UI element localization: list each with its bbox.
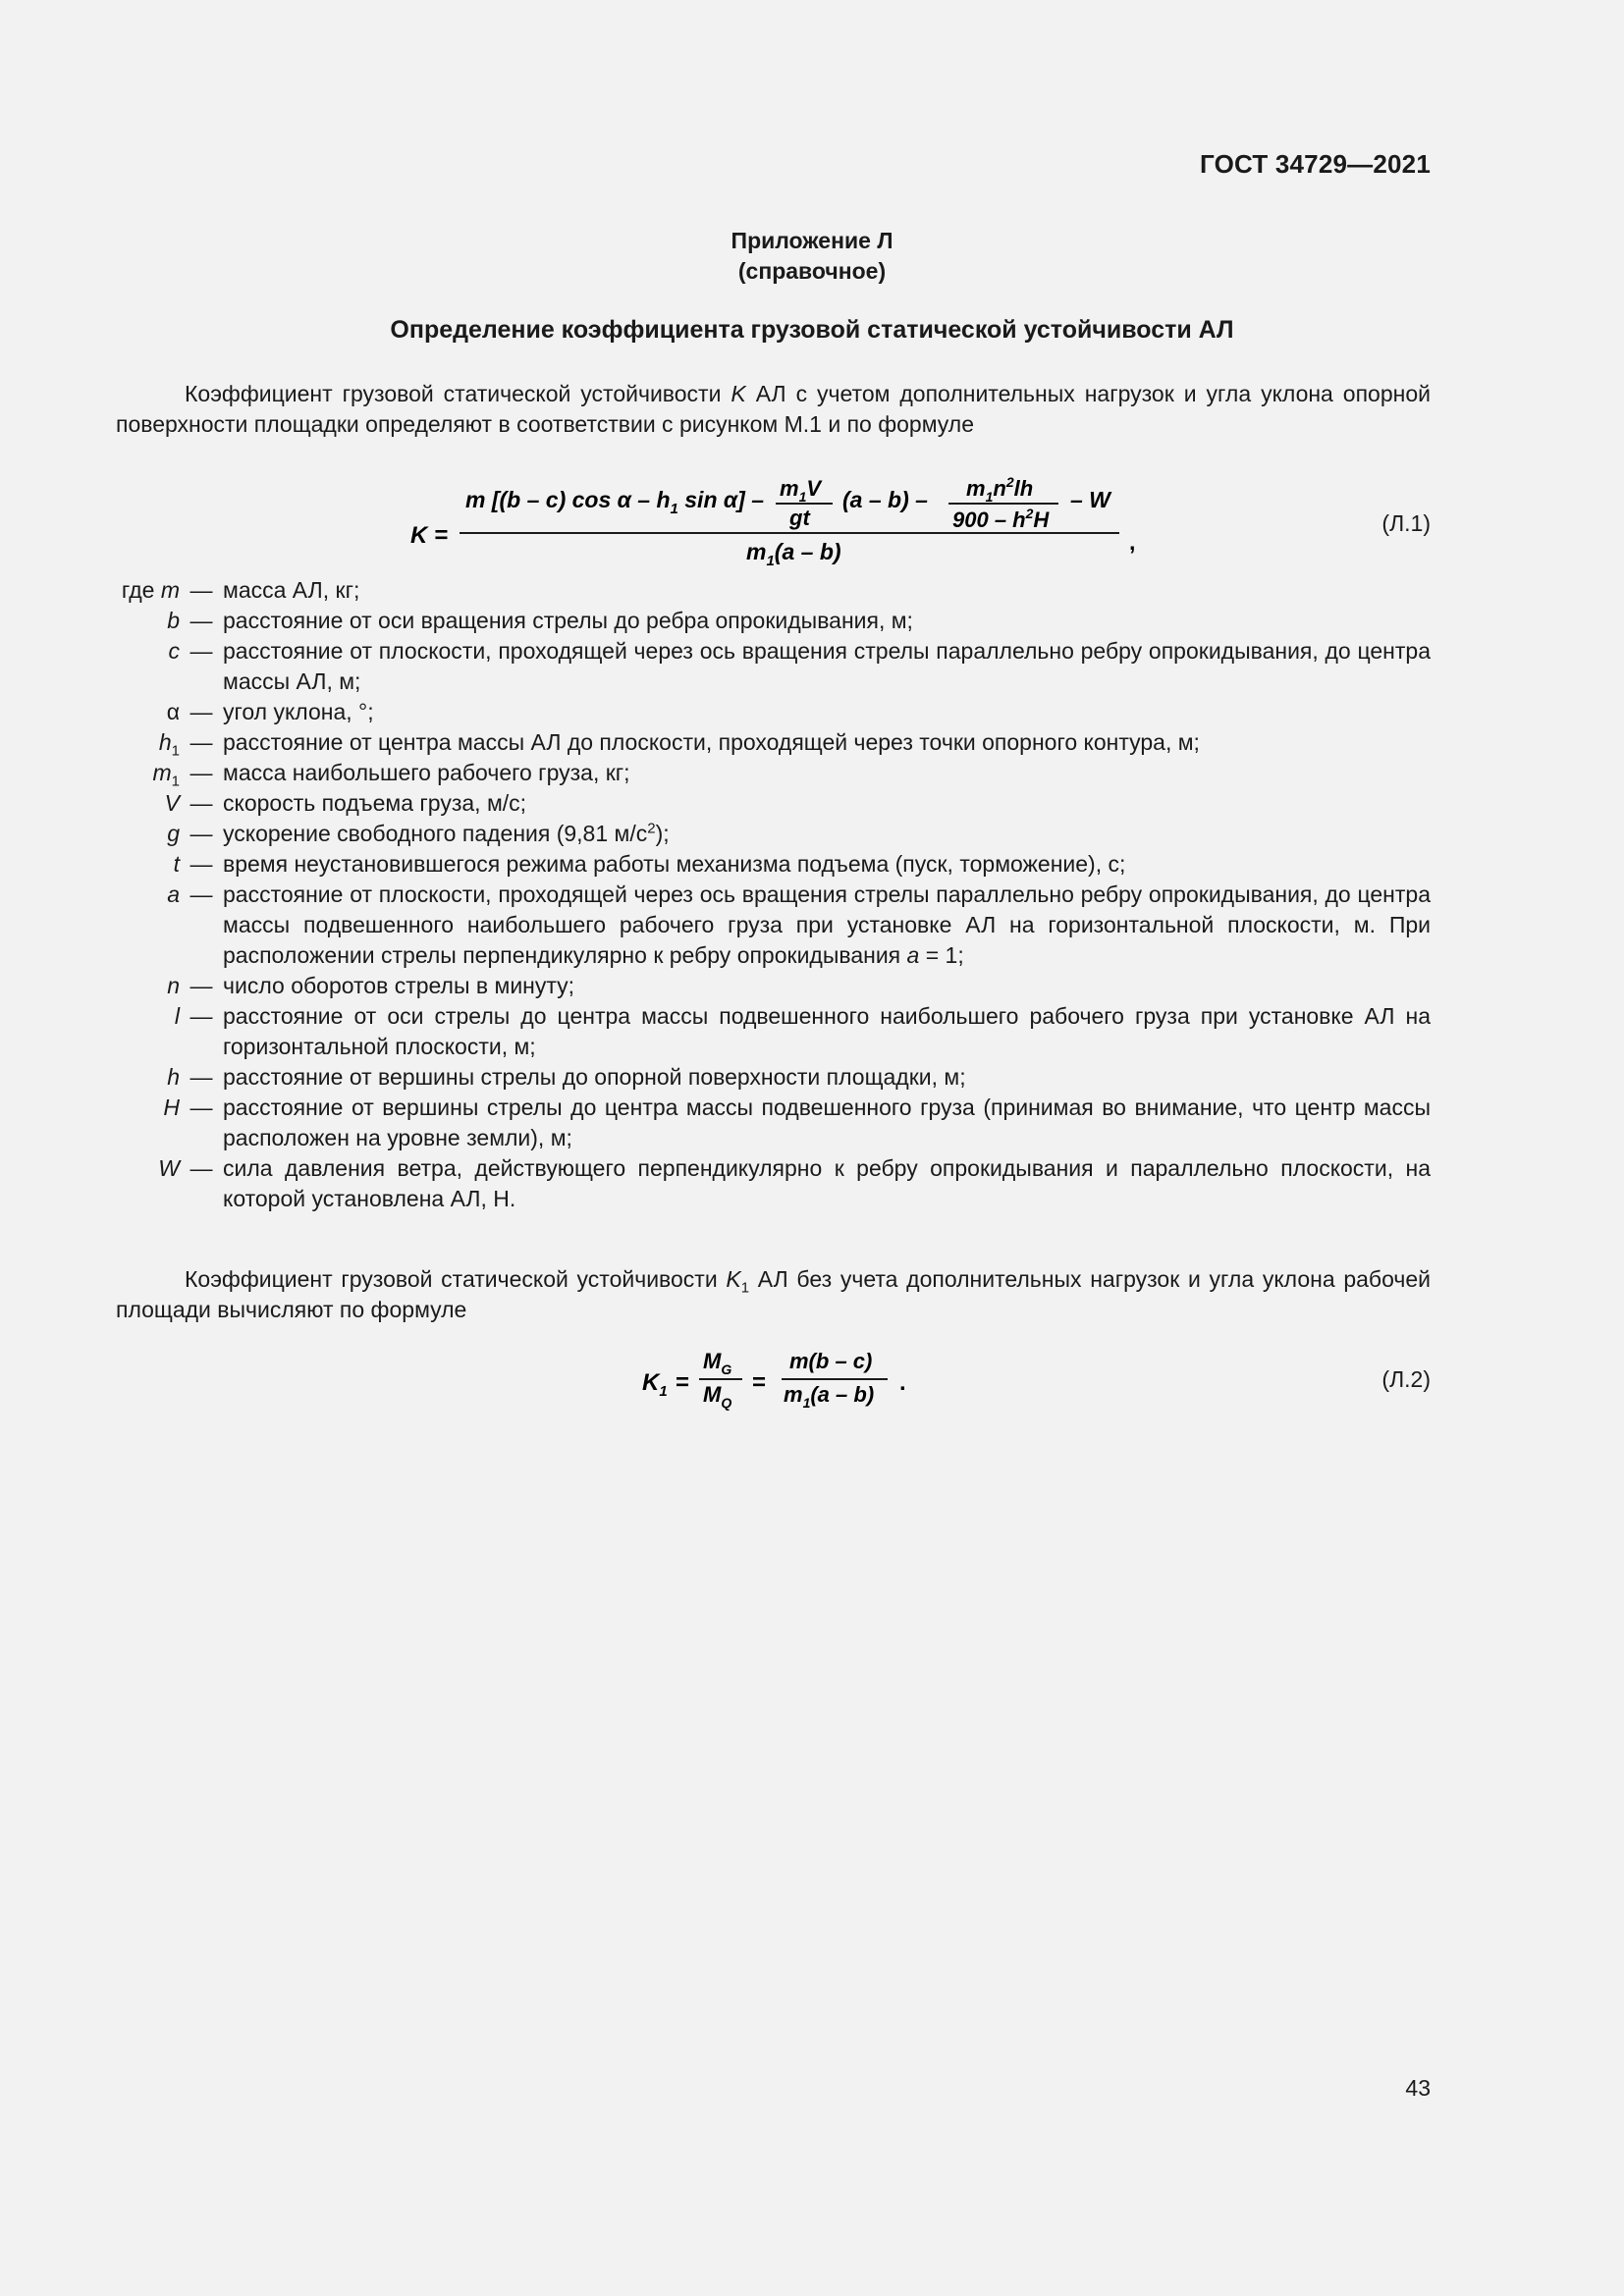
definition-dash: —: [189, 699, 213, 724]
f1-frac2-num: $m_1n^2lh$: [966, 474, 1034, 505]
definition-text: скорость подъема груза, м/с;: [223, 790, 527, 816]
definition-symbol: n: [167, 973, 180, 998]
definition-dash: —: [189, 608, 213, 633]
section-title: Определение коэффициента грузовой статической устойчивости АЛ: [390, 316, 1234, 344]
paragraph-2: [116, 1264, 1431, 1325]
definition-symbol: t: [173, 851, 180, 877]
equation-number-l1: (Л.1): [1381, 510, 1431, 536]
f1-frac1-num: $m_1V$: [780, 476, 822, 505]
definition-dash: —: [189, 790, 213, 816]
paragraph-2-pre: Коэффициент грузовой статической устойчивости: [185, 1266, 727, 1292]
definition-symbol: c: [168, 638, 180, 664]
definition-text: расстояние от плоскости, проходящей через ось вращения стрелы параллельно ребру опрокидывания, до центра массы подвешенного наибольшего рабочего груза при установке АЛ на горизонтальной плоскости, м. При расположении стрелы перпендикулярно к ребру опрокидывания a = 1;: [223, 881, 1431, 968]
definition-symbol: $h_1$: [158, 729, 180, 760]
definitions-list: [116, 575, 1431, 1214]
definition-item: [116, 971, 1431, 1001]
definition-dash: —: [189, 729, 213, 755]
definition-item: [116, 606, 1431, 636]
definition-text: расстояние от оси вращения стрелы до ребра опрокидывания, м;: [223, 608, 913, 633]
definition-text: ускорение свободного падения (9,81 $м/с^2$);: [223, 820, 670, 846]
annex-type: (справочное): [737, 258, 887, 284]
annex-title: Приложение Л: [731, 228, 893, 253]
definition-dash: —: [189, 1003, 213, 1029]
definition-text: масса АЛ, кг;: [223, 577, 360, 603]
f1-comma: ,: [1129, 529, 1136, 555]
definition-dash: —: [189, 973, 213, 998]
definition-dash: —: [189, 1095, 213, 1120]
formula-l2: [640, 1347, 935, 1415]
definition-dash: —: [189, 638, 213, 664]
definition-symbol: α: [166, 699, 180, 724]
definition-symbol: W: [158, 1155, 180, 1181]
definition-item: [116, 880, 1431, 971]
f2-dot: .: [899, 1369, 906, 1396]
paragraph-1-pre: Коэффициент грузовой статической устойчивости: [185, 381, 731, 406]
definition-text: расстояние от оси стрелы до центра массы подвешенного наибольшего рабочего груза при установке АЛ на горизонтальной плоскости, м;: [223, 1003, 1431, 1059]
definition-dash: —: [189, 821, 213, 846]
f2-frac1-num: $M_G$: [703, 1349, 732, 1377]
page-number: 43: [1405, 2075, 1431, 2101]
definition-text: число оборотов стрелы в минуту;: [223, 973, 575, 998]
definition-item: [116, 1153, 1431, 1214]
definition-text: сила давления ветра, действующего перпендикулярно к ребру опрокидывания и параллельно плоскости, на которой установлена АЛ, Н.: [223, 1155, 1431, 1211]
f1-mid: (a – b) –: [842, 487, 928, 512]
definition-dash: —: [189, 1064, 213, 1090]
definition-symbol: $m_1$: [152, 760, 180, 790]
f1-tail: – W: [1070, 487, 1110, 512]
definition-symbol: где m: [121, 577, 180, 603]
document-code: ГОСТ 34729—2021: [1200, 149, 1431, 179]
definition-symbol: H: [163, 1095, 180, 1120]
definition-text: расстояние от плоскости, проходящей через ось вращения стрелы параллельно ребру опрокидывания, до центра массы АЛ, м;: [223, 638, 1431, 694]
equation-number-l2: (Л.2): [1381, 1366, 1431, 1392]
definition-symbol: V: [164, 790, 180, 816]
paragraph-1-post: АЛ с учетом дополнительных нагрузок и угла уклона опорной поверхности площадки определяют в соответствии с рисунком М.1 и по формуле: [116, 381, 1431, 437]
paragraph-2-post: АЛ без учета дополнительных нагрузок и угла уклона рабочей площади вычисляют по формуле: [116, 1266, 1431, 1322]
definition-text: время неустановившегося режима работы механизма подъема (пуск, торможение), с;: [223, 851, 1126, 877]
f2-eq2: =: [752, 1369, 767, 1396]
definition-item: [116, 849, 1431, 880]
definition-dash: —: [189, 577, 213, 603]
definition-symbol: g: [167, 821, 180, 846]
definition-text: расстояние от вершины стрелы до центра массы подвешенного груза (принимая во внимание, что центр массы расположен на уровне земли), м;: [223, 1095, 1431, 1150]
definition-symbol: l: [174, 1003, 180, 1029]
definition-item: [116, 819, 1431, 849]
definition-item: [116, 1001, 1431, 1062]
definition-dash: —: [189, 1155, 213, 1181]
definition-item: [116, 575, 1431, 606]
f2-lhs: $K_1$: [642, 1369, 668, 1400]
paragraph-1-symbol: K: [731, 381, 746, 406]
f2-eq1: =: [676, 1369, 690, 1396]
definition-symbol: b: [167, 608, 180, 633]
definition-text: угол уклона, °;: [223, 699, 374, 724]
f1-num-part1: m [(b – c) cos α – $h_1$ sin α] –: [465, 487, 764, 517]
definition-dash: —: [189, 760, 213, 785]
definition-symbol: a: [167, 881, 180, 907]
definition-item: [116, 788, 1431, 819]
annex-heading: [0, 226, 1624, 287]
definition-text: масса наибольшего рабочего груза, кг;: [223, 760, 630, 785]
definition-item: [116, 727, 1431, 758]
definition-item: [116, 1062, 1431, 1093]
paragraph-2-symbol: K: [726, 1266, 741, 1292]
definition-item: [116, 758, 1431, 788]
definition-text: расстояние от центра массы АЛ до плоскости, проходящей через точки опорного контура, м;: [223, 729, 1200, 755]
definition-dash: —: [189, 881, 213, 907]
definition-symbol: h: [167, 1064, 180, 1090]
f1-frac1-den: gt: [789, 506, 810, 530]
f1-den: $m_1(a - b)$: [746, 539, 841, 569]
f1-frac2-den: $900 - h^2H$: [952, 506, 1050, 532]
definition-item: [116, 1093, 1431, 1153]
f2-frac2-den: $m_1(a - b)$: [784, 1382, 875, 1411]
formula-l1: [410, 466, 1157, 574]
definition-dash: —: [189, 851, 213, 877]
f2-frac1-den: $M_Q$: [703, 1382, 732, 1411]
f2-frac2-num: m(b – c): [789, 1349, 873, 1373]
definition-item: [116, 697, 1431, 727]
definition-item: [116, 636, 1431, 697]
paragraph-2-symbol-sub: 1: [740, 1279, 750, 1297]
paragraph-1: [116, 379, 1431, 440]
definition-text: расстояние от вершины стрелы до опорной поверхности площадки, м;: [223, 1064, 966, 1090]
definitions-intro: где: [121, 577, 155, 603]
f1-lhs: K =: [410, 522, 449, 549]
